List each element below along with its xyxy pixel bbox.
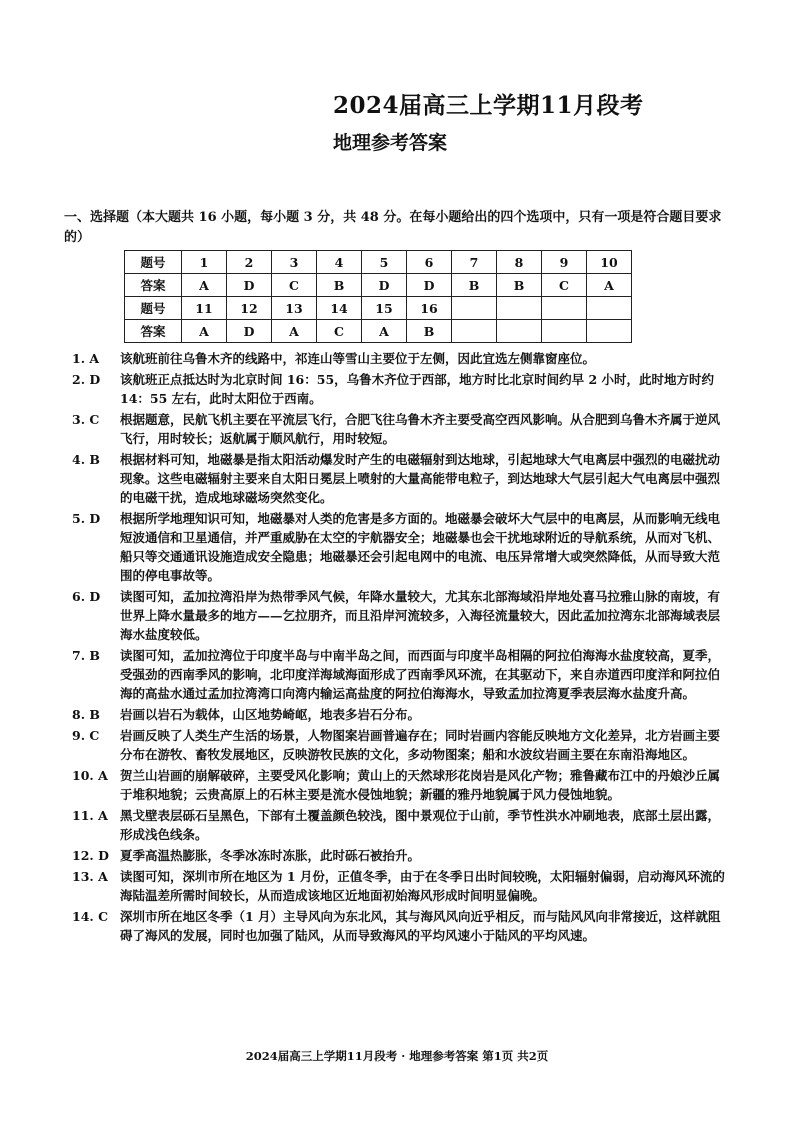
explanation-item: [72, 410, 732, 448]
question-number: 6: [407, 251, 452, 274]
question-number: 8: [497, 251, 542, 274]
answer-cell: D: [362, 274, 407, 297]
explanation-item: [72, 370, 732, 408]
explanation-item: [72, 705, 732, 724]
item-text: 读图可知，孟加拉湾位于印度半岛与中南半岛之间，而西面与印度半岛相隔的阿拉伯海海水盐度较高，夏季，受强劲的西南季风的影响，北印度洋海域海面形成了西南季风环流，在其驱动下，来自赤道西印度洋和阿拉伯海的高盐水通过孟加拉湾湾口向湾内输运高盐度的阿拉伯海海水，导致孟加拉湾夏季表层海水盐度升高。: [120, 648, 721, 701]
row-label-answer: 答案: [125, 320, 182, 343]
item-number: 6. D: [72, 589, 101, 604]
answer-cell: B: [497, 274, 542, 297]
answer-cell: B: [317, 274, 362, 297]
answer-cell: A: [587, 274, 632, 297]
table-row-questions-2: [125, 297, 632, 320]
question-number: 13: [272, 297, 317, 320]
table-row-answers-2: [125, 320, 632, 343]
row-label-question: 题号: [125, 251, 182, 274]
explanation-item: [72, 349, 732, 368]
item-number: 7. B: [72, 648, 100, 663]
item-number: 4. B: [72, 452, 100, 467]
item-number: 10. A: [72, 768, 108, 783]
answer-cell: [587, 320, 632, 343]
page-footer: 2024届高三上学期11月段考 · 地理参考答案 第1页 共2页: [245, 1049, 549, 1063]
answer-cell: [452, 320, 497, 343]
answer-cell: D: [407, 274, 452, 297]
question-number: 14: [317, 297, 362, 320]
answer-cell: A: [272, 320, 317, 343]
item-text: 根据题意，民航飞机主要在平流层飞行，合肥飞往乌鲁木齐主要受高空西风影响。从合肥到乌鲁木齐属于逆风飞行，用时较长；返航属于顺风航行，用时较短。: [120, 412, 721, 446]
item-number: 2. D: [72, 372, 101, 387]
item-number: 12. D: [72, 848, 109, 863]
item-text: 读图可知，深圳市所在地区为 1 月份，正值冬季，由于在冬季日出时间较晚，太阳辐射偏弱，启动海风环流的海陆温差所需时间较长，从而造成该地区近地面初始海风形成时间明显偏晚。: [120, 869, 725, 903]
item-number: 5. D: [72, 511, 101, 526]
item-text: 该航班正点抵达时为北京时间 16：55，乌鲁木齐位于西部，地方时比北京时间约早 2 小时，此时地方时约 14：55 左右，此时太阳位于西南。: [120, 372, 715, 406]
question-number: 11: [182, 297, 227, 320]
section-heading: 一、选择题（本大题共 16 小题，每小题 3 分，共 48 分。在每小题给出的四个选项中，只有一项是符合题目要求的）: [64, 210, 722, 245]
item-text: 夏季高温热膨胀，冬季冰冻时冻胀，此时砾石被抬升。: [120, 848, 421, 863]
item-text: 岩画反映了人类生产生活的场景，人物图案岩画普遍存在；同时岩画内容能反映地方文化差异，北方岩画主要分布在游牧、畜牧发展地区，反映游牧民族的文化，多动物图案；船和水波纹岩画主要在东南沿海地区。: [120, 728, 721, 762]
explanation-item: [72, 646, 732, 703]
question-number: 12: [227, 297, 272, 320]
row-label-answer: 答案: [125, 274, 182, 297]
explanation-item: [72, 907, 732, 945]
question-number: 9: [542, 251, 587, 274]
answer-cell: A: [362, 320, 407, 343]
item-text: 岩画以岩石为载体，山区地势崎岖，地表多岩石分布。: [120, 707, 421, 722]
item-number: 11. A: [72, 808, 108, 823]
answer-cell: [497, 320, 542, 343]
item-number: 8. B: [72, 707, 100, 722]
item-number: 14. C: [72, 909, 109, 924]
explanation-item: [72, 846, 732, 865]
explanation-item: [72, 450, 732, 507]
explanation-item: [72, 766, 732, 804]
answer-table: [124, 250, 632, 343]
page-subtitle: 地理参考答案: [333, 132, 448, 154]
question-number: [542, 297, 587, 320]
item-number: 3. C: [72, 412, 100, 427]
question-number: 10: [587, 251, 632, 274]
item-number: 1. A: [72, 351, 100, 366]
question-number: 3: [272, 251, 317, 274]
table-row-questions-1: [125, 251, 632, 274]
answer-cell: D: [227, 320, 272, 343]
explanation-item: [72, 509, 732, 585]
question-number: 4: [317, 251, 362, 274]
explanation-item: [72, 726, 732, 764]
question-number: [587, 297, 632, 320]
question-number: 5: [362, 251, 407, 274]
item-text: 该航班前往乌鲁木齐的线路中，祁连山等雪山主要位于左侧，因此宜选左侧靠窗座位。: [120, 351, 596, 366]
item-text: 贺兰山岩画的崩解破碎，主要受风化影响；黄山上的天然球形花岗岩是风化产物；雅鲁藏布江中的丹娘沙丘属于堆积地貌；云贵高原上的石林主要是流水侵蚀地貌；新疆的雅丹地貌属于风力侵蚀地貌。: [120, 768, 721, 802]
item-text: 深圳市所在地区冬季（1 月）主导风向为东北风，其与海风风向近乎相反，而与陆风风向非常接近，这样就阻碍了海风的发展，同时也加强了陆风，从而导致海风的平均风速小于陆风的平均风速。: [120, 909, 721, 943]
item-number: 13. A: [72, 869, 108, 884]
explanation-item: [72, 806, 732, 844]
item-text: 根据材料可知，地磁暴是指太阳活动爆发时产生的电磁辐射到达地球，引起地球大气电离层中强烈的电磁扰动现象。这些电磁辐射主要来自太阳日冕层上喷射的大量高能带电粒子，到达地球大气层引起大气电离层中强烈的电磁干扰，造成地球磁场突然变化。: [120, 452, 721, 505]
answer-cell: B: [407, 320, 452, 343]
item-text: 根据所学地理知识可知，地磁暴对人类的危害是多方面的。地磁暴会破坏大气层中的电离层，从而影响无线电短波通信和卫星通信，并严重威胁在太空的宇航器安全；地磁暴也会干扰地球附近的导航系统，从而对飞机、船只等交通通讯设施造成安全隐患；地磁暴还会引起电网中的电流、电压异常增大或突然降低，从而导致大范围的停电事故等。: [120, 511, 721, 583]
answer-cell: C: [272, 274, 317, 297]
question-number: 16: [407, 297, 452, 320]
question-number: [452, 297, 497, 320]
answer-cell: D: [227, 274, 272, 297]
answer-cell: C: [542, 274, 587, 297]
question-number: 1: [182, 251, 227, 274]
question-number: 15: [362, 297, 407, 320]
answer-cell: A: [182, 320, 227, 343]
answer-cell: A: [182, 274, 227, 297]
answer-cell: [542, 320, 587, 343]
explanation-list: [72, 349, 732, 947]
answer-cell: C: [317, 320, 362, 343]
row-label-question: 题号: [125, 297, 182, 320]
answer-cell: B: [452, 274, 497, 297]
item-text: 黑戈壁表层砾石呈黑色，下部有土覆盖颜色较浅，图中景观位于山前，季节性洪水冲刷地表，底部土层出露，形成浅色线条。: [120, 808, 721, 842]
table-row-answers-1: [125, 274, 632, 297]
question-number: 7: [452, 251, 497, 274]
item-number: 9. C: [72, 728, 100, 743]
page-title: 2024届高三上学期11月段考: [333, 92, 644, 119]
explanation-item: [72, 867, 732, 905]
item-text: 读图可知，孟加拉湾沿岸为热带季风气候，年降水量较大，尤其东北部海域沿岸地处喜马拉雅山脉的南坡，有世界上降水量最多的地方——乞拉朋齐，而且沿岸河流较多，入海径流量较大，因此孟加拉湾东北部海域表层海水盐度较低。: [120, 589, 721, 642]
explanation-item: [72, 587, 732, 644]
question-number: 2: [227, 251, 272, 274]
question-number: [497, 297, 542, 320]
